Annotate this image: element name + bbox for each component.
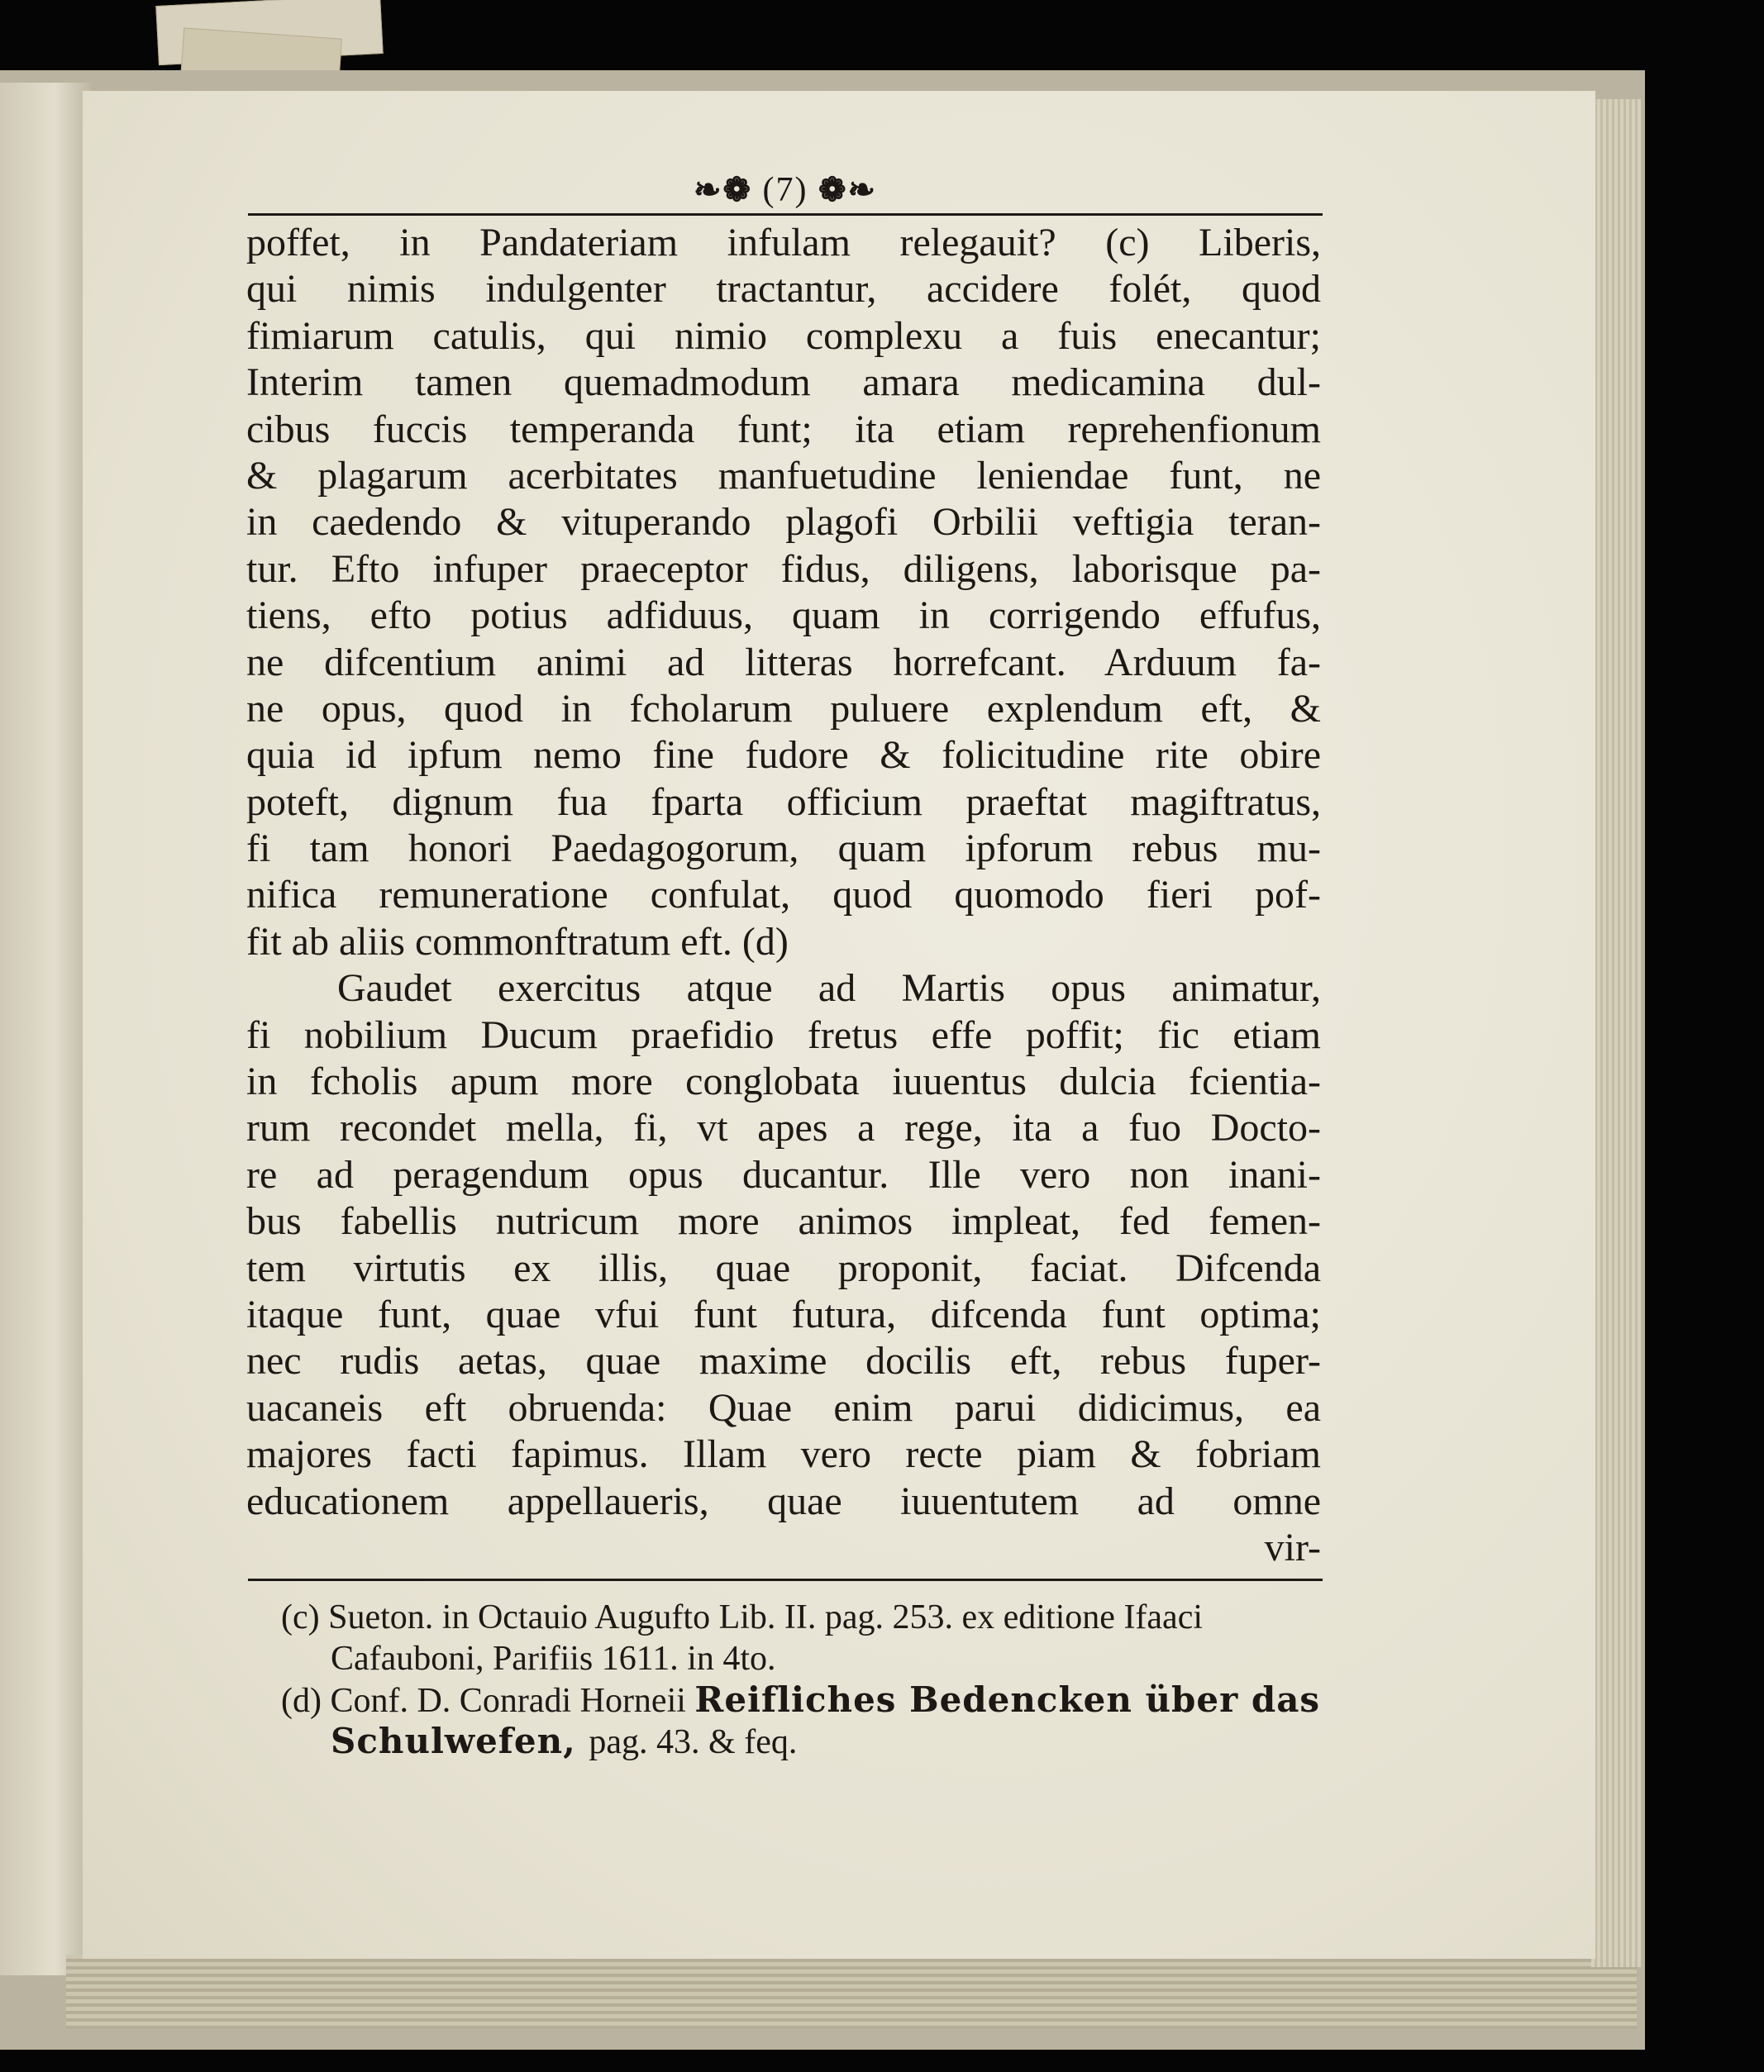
footnote-d-fraktur-title: Reifliches Bedencken über das: [694, 1679, 1321, 1720]
text-line: & plagarum acerbitates manfuetudine leniendae funt, ne: [246, 453, 1321, 498]
left-page-edge: [0, 83, 91, 1975]
page-stack-bottom: [66, 1955, 1637, 2029]
text-line: in fcholis apum more conglobata iuuentus dulcia fcientia-: [246, 1060, 1321, 1104]
text-line: majores facti fapimus. Illam vero recte piam & fobriam: [246, 1432, 1321, 1477]
text-line: Interim tamen quemadmodum amara medicamina dul-: [246, 360, 1321, 405]
text-line: quia id ipfum nemo fine fudore & folicitudine rite obire: [246, 733, 1321, 778]
footnote-d-citation: (d) Conf. D. Conradi Horneii: [281, 1682, 695, 1720]
text-line: Gaudet exercitus atque ad Martis opus animatur,: [337, 966, 1321, 1011]
footnote-d-pages: pag. 43. & feq.: [589, 1723, 798, 1761]
text-line: ne opus, quod in fcholarum puluere explendum eft, &: [246, 686, 1321, 731]
text-line: nec rudis aetas, quae maxime docilis eft, rebus fuper-: [246, 1339, 1321, 1384]
header-ornament-right: ❁❧: [818, 171, 878, 208]
text-line: re ad peragendum opus ducantur. Ille vero non inani-: [246, 1152, 1321, 1197]
footnote-d-fraktur-title-end: Schulwefen,: [331, 1721, 589, 1761]
footnote-d-continued: [281, 1721, 1323, 1762]
text-line: uacaneis eft obruenda: Quae enim parui didicimus, ea: [246, 1385, 1321, 1430]
text-line: in caedendo & vituperando plagofi Orbilii veftigia teran-: [246, 500, 1321, 545]
text-line: itaque funt, quae vfui funt futura, difcenda funt optima;: [246, 1292, 1321, 1336]
text-line: fi tam honori Paedagogorum, quam ipforum rebus mu-: [246, 826, 1321, 871]
catchword: vir-: [1264, 1525, 1321, 1569]
body-text: [246, 220, 1321, 1571]
text-line: tiens, efto potius adfiduus, quam in corrigendo effufus,: [246, 593, 1321, 638]
text-line: fimiarum catulis, qui nimio complexu a fuis enecantur;: [246, 313, 1321, 358]
text-line: poffet, in Pandateriam infulam relegauit? (c) Liberis,: [246, 221, 1321, 264]
text-line: fit ab aliis commonftratum eft. (d): [246, 919, 789, 964]
text-line: tem virtutis ex illis, quae proponit, faciat. Difcenda: [246, 1246, 1321, 1290]
footnote-c: (c) Sueton. in Octauio Augufto Lib. II. pag. 253. ex editione Ifaaci: [281, 1598, 1204, 1636]
text-line: rum recondet mella, fi, vt apes a rege, ita a fuo Docto-: [246, 1106, 1321, 1150]
header-rule: [248, 213, 1323, 216]
text-line: poteft, dignum fua fparta officium praeftat magiftratus,: [246, 779, 1321, 824]
footnote-rule: [248, 1579, 1323, 1581]
footnotes: [281, 1597, 1323, 1762]
footnote-c-continued: Cafauboni, Parifiis 1611. in 4to.: [331, 1640, 776, 1678]
page-header: [248, 170, 1323, 212]
text-line: educationem appellaueris, quae iuuentutem ad omne: [246, 1479, 1321, 1523]
page-stack-right: [1591, 99, 1641, 1967]
text-line: nifica remuneratione confulat, quod quomodo fieri pof-: [246, 873, 1321, 917]
text-line: ne difcentium animi ad litteras horrefcant. Arduum fa-: [246, 640, 1321, 684]
header-ornament-left: ❧❁: [693, 171, 752, 208]
text-line: cibus fuccis temperanda funt; ita etiam reprehenfionum: [246, 407, 1321, 451]
page-number: (7): [762, 171, 808, 209]
text-line: bus fabellis nutricum more animos impleat, fed femen-: [246, 1199, 1321, 1244]
footnote-d: [281, 1679, 1323, 1721]
text-line: tur. Efto infuper praeceptor fidus, diligens, laborisque pa-: [246, 546, 1321, 591]
text-line: fi nobilium Ducum praefidio fretus effe poffit; fic etiam: [246, 1012, 1321, 1057]
text-line: qui nimis indulgenter tractantur, accidere folét, quod: [246, 267, 1321, 312]
